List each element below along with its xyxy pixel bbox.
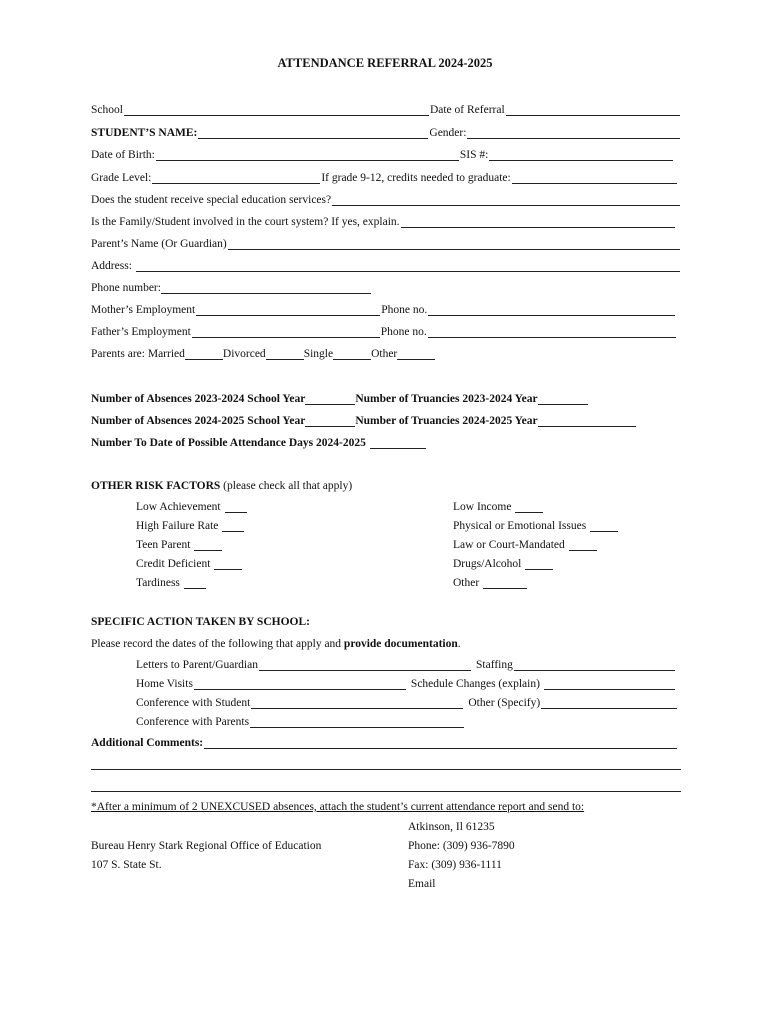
divorced-label: Divorced — [222, 348, 266, 360]
risk-factors-note: (please check all that apply) — [220, 480, 353, 492]
other-parent-label: Other — [371, 348, 398, 360]
risk-low-achievement-label: Low Achievement — [136, 501, 221, 513]
letters-field[interactable] — [259, 660, 471, 671]
footer-street: 107 S. State St. — [91, 859, 162, 871]
conf-student-field[interactable] — [251, 698, 463, 709]
mother-employment-label: Mother’s Employment — [91, 304, 196, 316]
home-visits-label: Home Visits — [136, 678, 193, 690]
schedule-changes-field[interactable] — [544, 679, 675, 690]
possible-days-label: Number To Date of Possible Attendance Days 2024-2025 — [91, 437, 366, 449]
risk-high-failure — [136, 518, 244, 532]
mother-employment-row — [91, 302, 681, 316]
home-visits-row — [136, 676, 676, 690]
school-row — [91, 102, 681, 116]
absences-2425-label: Number of Absences 2024-2025 School Year — [91, 415, 306, 427]
credits-needed-label: If grade 9-12, credits needed to graduate: — [321, 172, 511, 184]
father-employment-row — [91, 324, 681, 338]
risk-low-income — [453, 499, 543, 513]
student-name-row — [91, 125, 681, 139]
school-field[interactable] — [124, 105, 429, 116]
additional-comments-row — [91, 735, 681, 749]
absences-2324-row — [91, 391, 681, 405]
comments-line-2[interactable] — [91, 759, 681, 770]
parent-name-label: Parent’s Name (Or Guardian) — [91, 238, 227, 250]
form-title: ATTENDANCE REFERRAL 2024-2025 — [277, 56, 493, 70]
risk-drugs-alcohol — [453, 556, 553, 570]
special-ed-label: Does the student receive special education services? — [91, 194, 332, 206]
risk-tardiness-check[interactable] — [184, 578, 206, 589]
risk-teen-parent-check[interactable] — [194, 540, 222, 551]
truancies-2324-field[interactable] — [538, 394, 588, 405]
phone-number-label: Phone number: — [91, 282, 161, 294]
risk-drugs-alcohol-label: Drugs/Alcohol — [453, 558, 522, 570]
risk-credit-deficient — [136, 556, 242, 570]
phone-number-field[interactable] — [161, 283, 371, 294]
letters-label: Letters to Parent/Guardian — [136, 659, 258, 671]
court-system-row — [91, 214, 681, 228]
father-employment-label: Father’s Employment — [91, 326, 191, 338]
other-specify-label: Other (Specify) — [468, 697, 541, 709]
address-row — [91, 258, 681, 272]
risk-tardiness-label: Tardiness — [136, 577, 180, 589]
risk-teen-parent — [136, 537, 222, 551]
instruction-bold: provide documentation — [343, 638, 458, 650]
risk-physical-emotional-label: Physical or Emotional Issues — [453, 520, 587, 532]
single-label: Single — [303, 348, 334, 360]
risk-credit-deficient-check[interactable] — [214, 559, 242, 570]
court-system-label: Is the Family/Student involved in the court system? If yes, explain. — [91, 216, 400, 228]
truancies-2425-field[interactable] — [538, 416, 636, 427]
truancies-2324-label: Number of Truancies 2023-2024 Year — [355, 393, 538, 405]
date-of-birth-field[interactable] — [156, 150, 459, 161]
risk-low-achievement-check[interactable] — [225, 502, 247, 513]
truancies-2425-label: Number of Truancies 2024-2025 Year — [355, 415, 538, 427]
conf-parents-row — [136, 714, 466, 728]
sis-label: SIS #: — [459, 149, 489, 161]
married-field[interactable] — [185, 349, 223, 360]
student-name-field[interactable] — [198, 128, 428, 139]
phone-number-row — [91, 280, 681, 294]
date-of-birth-label: Date of Birth: — [91, 149, 155, 161]
risk-physical-emotional — [453, 518, 618, 532]
risk-drugs-alcohol-check[interactable] — [525, 559, 553, 570]
date-of-referral-field[interactable] — [506, 105, 680, 116]
possible-days-field[interactable] — [370, 438, 426, 449]
additional-comments-label: Additional Comments: — [91, 737, 204, 749]
footer-fax: Fax: (309) 936-1111 — [408, 859, 502, 871]
parent-name-row — [91, 236, 681, 250]
conf-student-label: Conference with Student — [136, 697, 251, 709]
additional-comments-field[interactable] — [204, 738, 677, 749]
parents-status-row — [91, 346, 681, 360]
letters-row — [136, 657, 676, 671]
risk-high-failure-label: High Failure Rate — [136, 520, 219, 532]
conf-parents-label: Conference with Parents — [136, 716, 250, 728]
risk-law-court — [453, 537, 597, 551]
staffing-label: Staffing — [476, 659, 513, 671]
conf-student-row — [136, 695, 678, 709]
specific-action-heading: SPECIFIC ACTION TAKEN BY SCHOOL: — [91, 616, 310, 628]
gender-label: Gender: — [429, 127, 467, 139]
risk-teen-parent-label: Teen Parent — [136, 539, 191, 551]
possible-days-row — [91, 435, 681, 449]
date-of-referral-label: Date of Referral — [429, 104, 505, 116]
risk-factors-title: OTHER RISK FACTORS — [91, 480, 221, 492]
footer-city: Atkinson, Il 61235 — [408, 821, 495, 833]
risk-high-failure-check[interactable] — [222, 521, 244, 532]
father-employment-field[interactable] — [192, 327, 380, 338]
grade-level-label: Grade Level: — [91, 172, 152, 184]
grade-level-field[interactable] — [152, 173, 320, 184]
footer-note: *After a minimum of 2 UNEXCUSED absences, attach the student’s current attendance report and send to: — [91, 801, 585, 813]
risk-other — [453, 575, 527, 589]
risk-tardiness — [136, 575, 206, 589]
student-name-label: STUDENT’S NAME: — [91, 127, 198, 139]
special-ed-row — [91, 192, 681, 206]
grade-row — [91, 170, 681, 184]
school-label: School — [91, 104, 123, 116]
sis-field[interactable] — [489, 150, 673, 161]
other-parent-field[interactable] — [397, 349, 435, 360]
single-field[interactable] — [333, 349, 371, 360]
footer-phone: Phone: (309) 936-7890 — [408, 840, 515, 852]
absences-2425-field[interactable] — [305, 416, 355, 427]
absences-2324-label: Number of Absences 2023-2024 School Year — [91, 393, 306, 405]
conf-parents-field[interactable] — [250, 717, 464, 728]
court-system-field[interactable] — [401, 217, 675, 228]
mother-employment-field[interactable] — [196, 305, 380, 316]
address-field[interactable] — [136, 261, 680, 272]
staffing-field[interactable] — [514, 660, 675, 671]
mother-phone-field[interactable] — [428, 305, 675, 316]
risk-low-achievement — [136, 499, 247, 513]
mother-phone-label: Phone no. — [381, 304, 428, 316]
schedule-changes-label: Schedule Changes (explain) — [410, 678, 540, 690]
instruction-text: Please record the dates of the following that apply and — [91, 638, 344, 650]
absences-2425-row — [91, 413, 681, 427]
comments-line-3[interactable] — [91, 781, 681, 792]
risk-other-check[interactable] — [483, 578, 527, 589]
risk-other-label: Other — [453, 577, 480, 589]
dob-row — [91, 147, 681, 161]
special-ed-field[interactable] — [332, 195, 680, 206]
risk-physical-emotional-check[interactable] — [590, 521, 618, 532]
risk-credit-deficient-label: Credit Deficient — [136, 558, 211, 570]
footer-office: Bureau Henry Stark Regional Office of Education — [91, 840, 322, 852]
documentation-instruction — [91, 638, 461, 650]
divorced-field[interactable] — [266, 349, 304, 360]
parent-name-field[interactable] — [228, 239, 680, 250]
married-label: Parents are: Married — [91, 348, 185, 360]
gender-field[interactable] — [467, 128, 680, 139]
absences-2324-field[interactable] — [305, 394, 355, 405]
home-visits-field[interactable] — [194, 679, 406, 690]
risk-low-income-label: Low Income — [453, 501, 512, 513]
risk-factors-heading — [91, 480, 352, 492]
father-phone-label: Phone no. — [380, 326, 427, 338]
instruction-end: . — [457, 638, 461, 650]
address-label: Address: — [91, 260, 132, 272]
risk-law-court-check[interactable] — [569, 540, 597, 551]
other-specify-field[interactable] — [541, 698, 677, 709]
credits-needed-field[interactable] — [512, 173, 677, 184]
father-phone-field[interactable] — [428, 327, 676, 338]
footer-email: Email — [408, 878, 436, 890]
risk-law-court-label: Law or Court-Mandated — [453, 539, 565, 551]
risk-low-income-check[interactable] — [515, 502, 543, 513]
